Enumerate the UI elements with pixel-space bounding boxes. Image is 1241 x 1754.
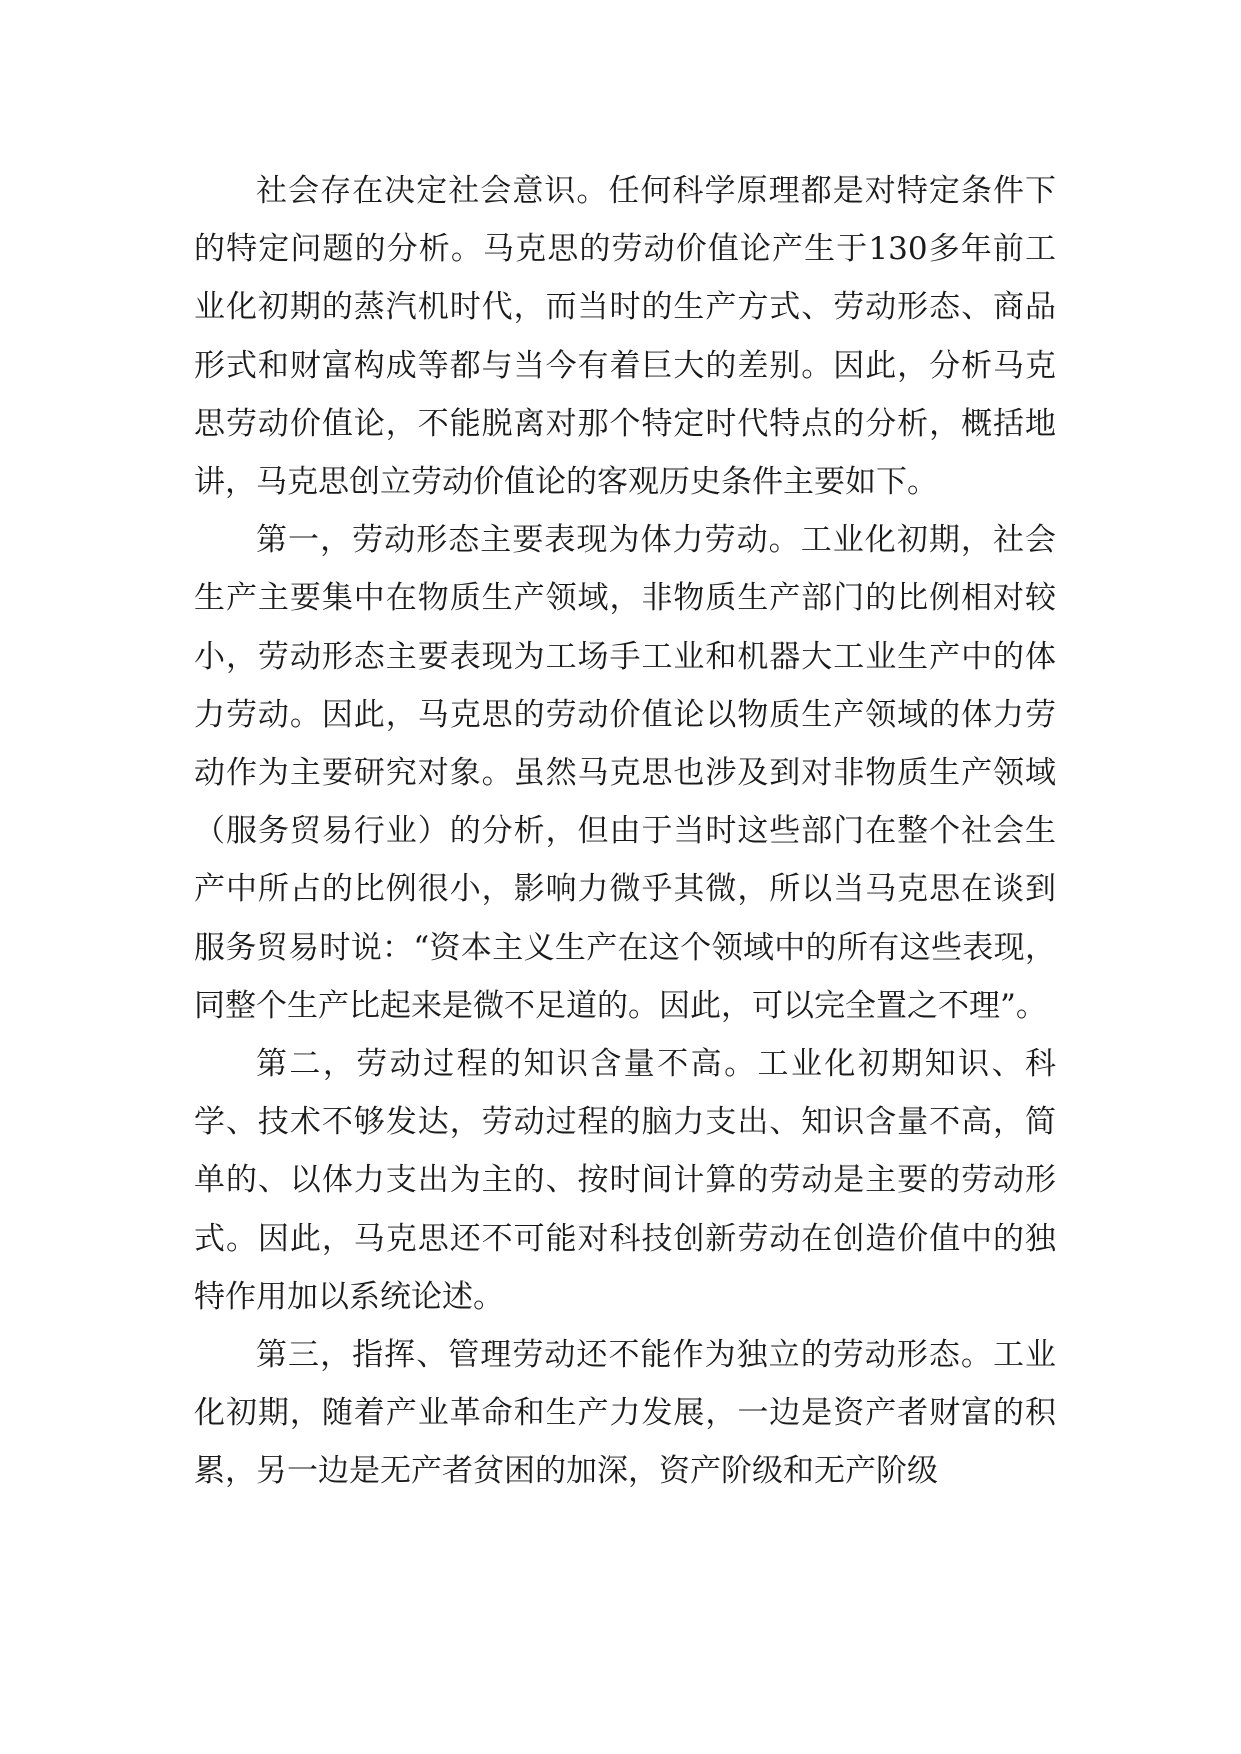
paragraph-intro: 社会存在决定社会意识。任何科学原理都是对特定条件下的特定问题的分析。马克思的劳动价值论产生于130多年前工业化初期的蒸汽机时代，而当时的生产方式、劳动形态、商品形式和财富构成等都与当今有着巨大的差别。因此，分析马克思劳动价值论，不能脱离对那个特定时代特点的分析，概括地讲，马克思创立劳动价值论的客观历史条件主要如下。: [194, 173, 1056, 501]
paragraph-third-point: 第三，指挥、管理劳动还不能作为独立的劳动形态。工业化初期，随着产业革命和生产力发展，一边是资产者财富的积累，另一边是无产者贫困的加深，资产阶级和无产阶级: [194, 1337, 1056, 1490]
body-text: [194, 162, 1056, 1501]
paragraph-second-point: 第二，劳动过程的知识含量不高。工业化初期知识、科学、技术不够发达，劳动过程的脑力支出、知识含量不高，简单的、以体力支出为主的、按时间计算的劳动是主要的劳动形式。因此，马克思还不可能对科技创新劳动在创造价值中的独特作用加以系统论述。: [194, 1046, 1056, 1315]
paragraph-first-point: 第一，劳动形态主要表现为体力劳动。工业化初期，社会生产主要集中在物质生产领域，非物质生产部门的比例相对较小，劳动形态主要表现为工场手工业和机器大工业生产中的体力劳动。因此，马克思的劳动价值论以物质生产领域的体力劳动作为主要研究对象。虽然马克思也涉及到对非物质生产领域（服务贸易行业）的分析，但由于当时这些部门在整个社会生产中所占的比例很小，影响力微乎其微，所以当马克思在谈到服务贸易时说：“资本主义生产在这个领域中的所有这些表现，同整个生产比起来是微不足道的。因此，可以完全置之不理”。: [194, 522, 1056, 1024]
